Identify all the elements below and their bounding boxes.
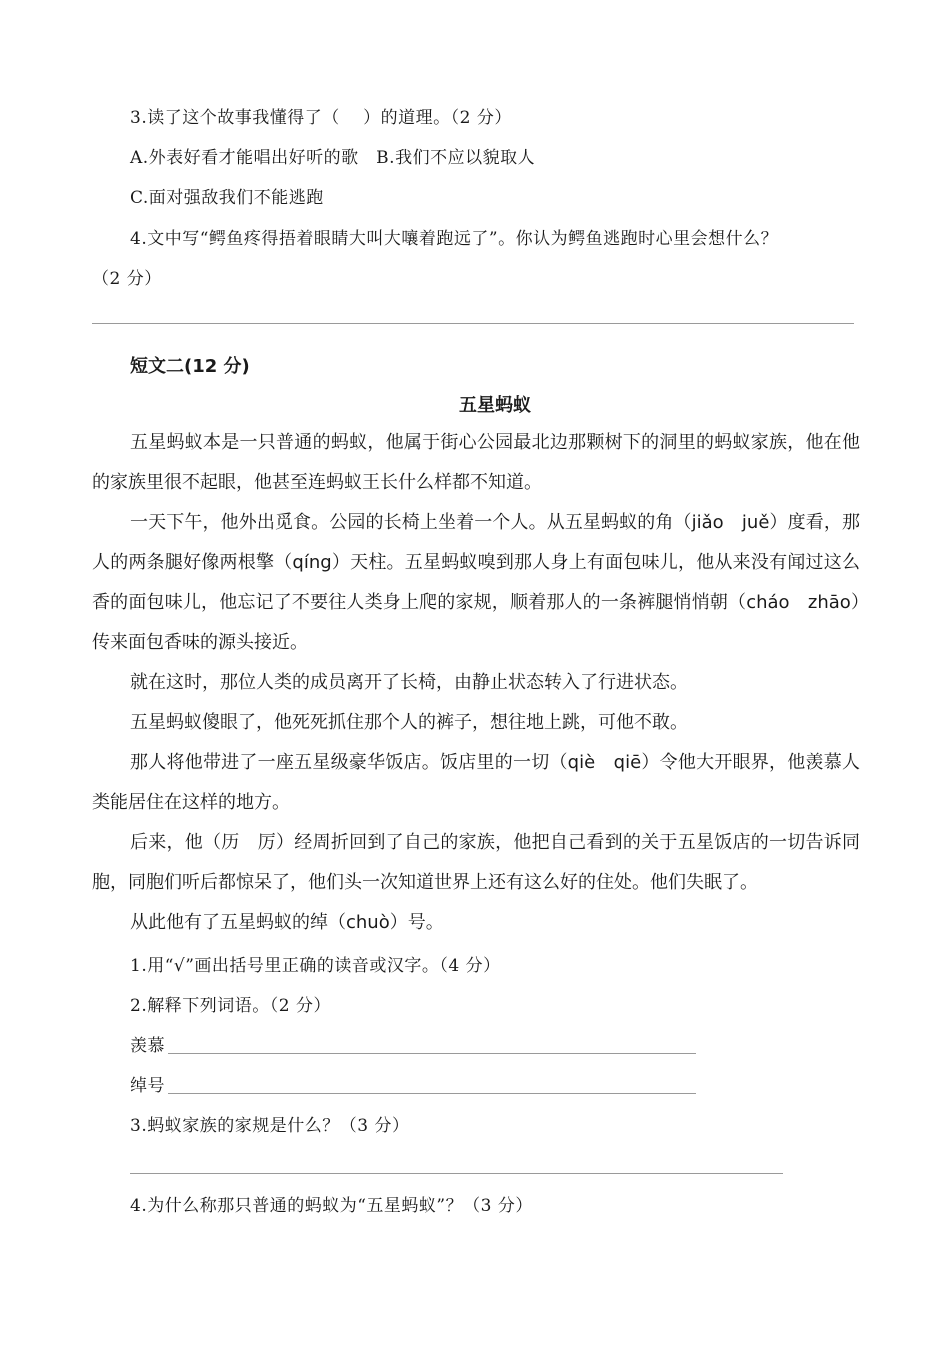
part2-question-3: 3.蚂蚁家族的家规是什么？（3 分）	[130, 1116, 410, 1136]
question-3: 3.读了这个故事我懂得了（ ）的道理。（2 分）	[130, 108, 512, 128]
answer-line-q4[interactable]	[92, 323, 854, 324]
answer-line-q3[interactable]	[130, 1173, 783, 1174]
story-paragraph-5: 那人将他带进了一座五星级豪华饭店。饭店里的一切（qiè qiē）令他大开眼界，他羡慕人类能居住在这样的地方。	[92, 752, 860, 813]
part2-question-1: 1.用“√”画出括号里正确的读音或汉字。（4 分）	[130, 956, 501, 976]
question-3-options-ab: A.外表好看才能唱出好听的歌 B.我们不应以貌取人	[130, 148, 536, 168]
story-paragraph-7: 从此他有了五星蚂蚁的绰（chuò）号。	[130, 912, 444, 933]
vocab-word-1: 羡慕	[130, 1036, 165, 1056]
question-3-option-c: C.面对强敌我们不能逃跑	[130, 188, 324, 208]
part2-question-4: 4.为什么称那只普通的蚂蚁为“五星蚂蚁”？（3 分）	[130, 1196, 533, 1216]
story-paragraph-4: 五星蚂蚁傻眼了，他死死抓住那个人的裤子，想往地上跳，可他不敢。	[130, 712, 688, 733]
answer-line-word-1[interactable]	[168, 1053, 696, 1054]
question-4-line-1: 4.文中写“鳄鱼疼得捂着眼睛大叫大嚷着跑远了”。你认为鳄鱼逃跑时心里会想什么？	[130, 229, 779, 249]
question-4-line-2: （2 分）	[92, 269, 162, 289]
story-paragraph-2: 一天下午，他外出觅食。公园的长椅上坐着一个人。从五星蚂蚁的角（jiǎo juě）度看，那人的两条腿好像两根擎（qíng）天柱。五星蚂蚁嗅到那人身上有面包味儿，他从来没有闻过这么香的面包味儿，他忘记了不要往人类身上爬的家规，顺着那人的一条裤腿悄悄朝（cháo zhāo）传来面包香味的源头接近。	[92, 512, 860, 653]
answer-line-word-2[interactable]	[168, 1093, 696, 1094]
section-title: 短文二(12 分)	[130, 356, 250, 377]
part2-question-2: 2.解释下列词语。（2 分）	[130, 996, 331, 1016]
story-paragraph-3: 就在这时，那位人类的成员离开了长椅，由静止状态转入了行进状态。	[130, 672, 688, 693]
story-title: 五星蚂蚁	[459, 395, 531, 416]
story-paragraph-6: 后来，他（历 厉）经周折回到了自己的家族，他把自己看到的关于五星饭店的一切告诉同胞，同胞们听后都惊呆了，他们头一次知道世界上还有这么好的住处。他们失眠了。	[92, 832, 860, 893]
story-paragraph-1: 五星蚂蚁本是一只普通的蚂蚁，他属于街心公园最北边那颗树下的洞里的蚂蚁家族，他在他的家族里很不起眼，他甚至连蚂蚁王长什么样都不知道。	[92, 432, 860, 493]
vocab-word-2: 绰号	[130, 1076, 165, 1096]
